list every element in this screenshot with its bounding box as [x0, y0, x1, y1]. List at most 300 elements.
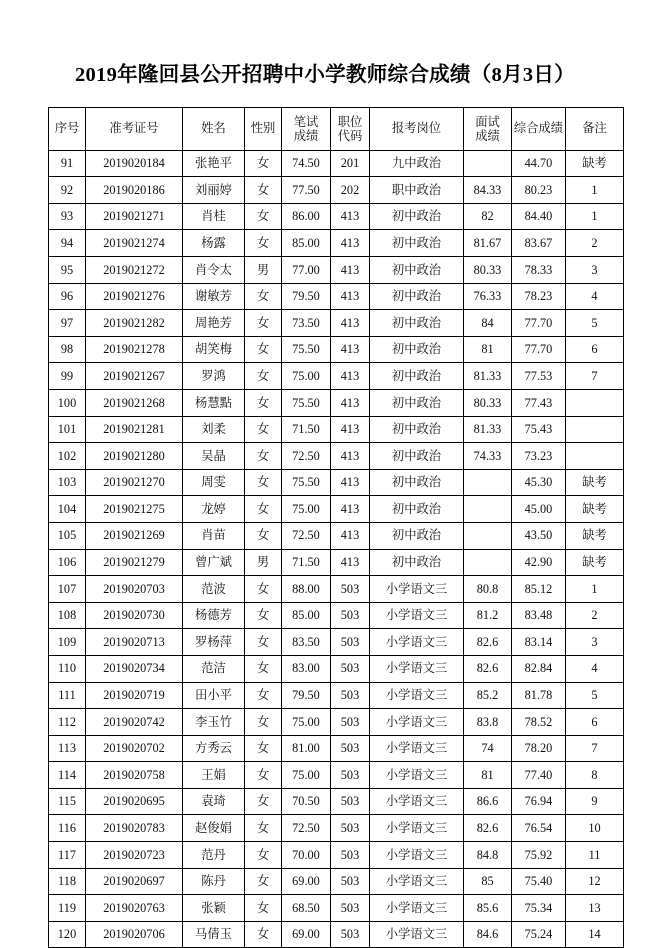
cell-name: 张颖: [183, 895, 245, 922]
cell-post: 初中政治: [370, 416, 464, 443]
cell-post: 小学语文三: [370, 788, 464, 815]
cell-total: 78.23: [512, 283, 566, 310]
cell-seq: 107: [49, 576, 86, 603]
cell-gender: 女: [245, 682, 282, 709]
table-row: [49, 629, 624, 656]
cell-name: 李玉竹: [183, 709, 245, 736]
cell-post: 初中政治: [370, 389, 464, 416]
cell-admit_no: 2019021278: [86, 336, 183, 363]
cell-gender: 女: [245, 709, 282, 736]
cell-interview: 81: [464, 762, 512, 789]
cell-name: 罗杨萍: [183, 629, 245, 656]
cell-admit_no: 2019020723: [86, 842, 183, 869]
cell-remark: 13: [566, 895, 624, 922]
cell-admit_no: 2019020703: [86, 576, 183, 603]
table-row: [49, 735, 624, 762]
cell-name: 周艳芳: [183, 310, 245, 337]
cell-written: 79.50: [282, 682, 331, 709]
column-header-name: 姓名: [183, 107, 245, 150]
cell-remark: 3: [566, 257, 624, 284]
cell-pos_code: 503: [331, 815, 370, 842]
cell-name: 谢敏芳: [183, 283, 245, 310]
cell-total: 75.40: [512, 868, 566, 895]
cell-admit_no: 2019020758: [86, 762, 183, 789]
table-body: [49, 150, 624, 948]
cell-pos_code: 413: [331, 336, 370, 363]
cell-total: 84.40: [512, 203, 566, 230]
cell-name: 肖令太: [183, 257, 245, 284]
cell-written: 73.50: [282, 310, 331, 337]
cell-total: 82.84: [512, 655, 566, 682]
cell-seq: 98: [49, 336, 86, 363]
cell-post: 初中政治: [370, 496, 464, 523]
scores-table-container: [0, 107, 650, 948]
cell-gender: 女: [245, 203, 282, 230]
cell-remark: 缺考: [566, 496, 624, 523]
cell-total: 77.40: [512, 762, 566, 789]
cell-gender: 女: [245, 868, 282, 895]
cell-seq: 100: [49, 389, 86, 416]
cell-post: 初中政治: [370, 203, 464, 230]
table-row: [49, 895, 624, 922]
cell-pos_code: 503: [331, 762, 370, 789]
cell-post: 初中政治: [370, 443, 464, 470]
cell-post: 小学语文三: [370, 762, 464, 789]
cell-total: 78.20: [512, 735, 566, 762]
cell-admit_no: 2019020695: [86, 788, 183, 815]
cell-seq: 117: [49, 842, 86, 869]
cell-admit_no: 2019021269: [86, 522, 183, 549]
column-header-line1: 面试: [475, 114, 500, 129]
cell-remark: 10: [566, 815, 624, 842]
cell-interview: 81: [464, 336, 512, 363]
cell-post: 小学语文三: [370, 868, 464, 895]
cell-interview: 81.2: [464, 602, 512, 629]
cell-written: 83.00: [282, 655, 331, 682]
cell-gender: 女: [245, 336, 282, 363]
column-header-line2: 成绩: [475, 128, 500, 143]
cell-interview: 80.33: [464, 257, 512, 284]
cell-name: 袁琦: [183, 788, 245, 815]
cell-pos_code: 413: [331, 469, 370, 496]
cell-remark: 缺考: [566, 522, 624, 549]
cell-written: 83.50: [282, 629, 331, 656]
cell-written: 79.50: [282, 283, 331, 310]
cell-written: 71.50: [282, 549, 331, 576]
table-row: [49, 177, 624, 204]
cell-gender: 女: [245, 496, 282, 523]
cell-interview: [464, 549, 512, 576]
cell-admit_no: 2019021267: [86, 363, 183, 390]
cell-gender: 女: [245, 895, 282, 922]
cell-interview: 84.6: [464, 921, 512, 948]
cell-written: 71.50: [282, 416, 331, 443]
cell-post: 初中政治: [370, 310, 464, 337]
column-header-seq: 序号: [49, 107, 86, 150]
cell-seq: 116: [49, 815, 86, 842]
cell-written: 75.00: [282, 762, 331, 789]
cell-pos_code: 503: [331, 629, 370, 656]
cell-post: 小学语文三: [370, 815, 464, 842]
cell-total: 78.52: [512, 709, 566, 736]
cell-admit_no: 2019020697: [86, 868, 183, 895]
cell-name: 赵俊娟: [183, 815, 245, 842]
table-header: [49, 107, 624, 150]
cell-admit_no: 2019021270: [86, 469, 183, 496]
table-row: [49, 416, 624, 443]
cell-seq: 95: [49, 257, 86, 284]
cell-written: 85.00: [282, 602, 331, 629]
cell-post: 小学语文三: [370, 682, 464, 709]
table-row: [49, 709, 624, 736]
cell-gender: 女: [245, 655, 282, 682]
cell-post: 初中政治: [370, 230, 464, 257]
cell-gender: 女: [245, 283, 282, 310]
table-row: [49, 150, 624, 177]
cell-name: 周雯: [183, 469, 245, 496]
cell-remark: 缺考: [566, 549, 624, 576]
cell-pos_code: 413: [331, 310, 370, 337]
cell-pos_code: 503: [331, 735, 370, 762]
cell-pos_code: 413: [331, 496, 370, 523]
cell-interview: 82: [464, 203, 512, 230]
cell-admit_no: 2019021279: [86, 549, 183, 576]
cell-post: 小学语文三: [370, 921, 464, 948]
cell-admit_no: 2019021271: [86, 203, 183, 230]
cell-written: 70.50: [282, 788, 331, 815]
cell-gender: 女: [245, 416, 282, 443]
cell-admit_no: 2019020742: [86, 709, 183, 736]
cell-seq: 96: [49, 283, 86, 310]
cell-gender: 女: [245, 762, 282, 789]
table-header-row: [49, 107, 624, 150]
cell-post: 九中政治: [370, 150, 464, 177]
cell-total: 77.43: [512, 389, 566, 416]
cell-name: 范波: [183, 576, 245, 603]
cell-interview: [464, 150, 512, 177]
cell-interview: [464, 496, 512, 523]
cell-pos_code: 503: [331, 895, 370, 922]
cell-seq: 103: [49, 469, 86, 496]
table-row: [49, 389, 624, 416]
table-row: [49, 842, 624, 869]
page-title: 2019年隆回县公开招聘中小学教师综合成绩（8月3日）: [74, 64, 576, 86]
column-header-line1: 职位: [337, 114, 363, 129]
cell-written: 74.50: [282, 150, 331, 177]
cell-remark: 5: [566, 310, 624, 337]
cell-remark: 7: [566, 735, 624, 762]
cell-gender: 女: [245, 788, 282, 815]
table-row: [49, 257, 624, 284]
cell-interview: 85.6: [464, 895, 512, 922]
column-header-line1: 笔试: [293, 114, 319, 129]
cell-remark: 缺考: [566, 150, 624, 177]
column-header-interview: [464, 107, 512, 150]
cell-name: 张艳平: [183, 150, 245, 177]
cell-seq: 99: [49, 363, 86, 390]
cell-gender: 女: [245, 842, 282, 869]
cell-interview: 86.6: [464, 788, 512, 815]
cell-admit_no: 2019020763: [86, 895, 183, 922]
cell-pos_code: 413: [331, 203, 370, 230]
cell-admit_no: 2019020734: [86, 655, 183, 682]
cell-interview: 85: [464, 868, 512, 895]
cell-remark: 3: [566, 629, 624, 656]
cell-total: 45.30: [512, 469, 566, 496]
cell-name: 肖苗: [183, 522, 245, 549]
cell-remark: 12: [566, 868, 624, 895]
cell-remark: 8: [566, 762, 624, 789]
cell-total: 85.12: [512, 576, 566, 603]
cell-remark: 2: [566, 602, 624, 629]
cell-name: 田小平: [183, 682, 245, 709]
cell-seq: 115: [49, 788, 86, 815]
cell-post: 小学语文三: [370, 709, 464, 736]
cell-written: 69.00: [282, 921, 331, 948]
cell-admit_no: 2019021281: [86, 416, 183, 443]
table-row: [49, 336, 624, 363]
cell-remark: 7: [566, 363, 624, 390]
cell-name: 刘柔: [183, 416, 245, 443]
table-row: [49, 815, 624, 842]
cell-interview: 81.33: [464, 363, 512, 390]
cell-post: 小学语文三: [370, 629, 464, 656]
cell-pos_code: 413: [331, 363, 370, 390]
cell-remark: 缺考: [566, 469, 624, 496]
cell-remark: 1: [566, 576, 624, 603]
cell-name: 杨慧點: [183, 389, 245, 416]
cell-post: 初中政治: [370, 283, 464, 310]
cell-pos_code: 503: [331, 842, 370, 869]
cell-gender: 女: [245, 389, 282, 416]
table-row: [49, 230, 624, 257]
cell-written: 75.00: [282, 363, 331, 390]
cell-name: 杨德芳: [183, 602, 245, 629]
cell-gender: 女: [245, 443, 282, 470]
cell-total: 75.34: [512, 895, 566, 922]
cell-total: 76.54: [512, 815, 566, 842]
cell-remark: 5: [566, 682, 624, 709]
cell-name: 方秀云: [183, 735, 245, 762]
cell-pos_code: 503: [331, 709, 370, 736]
column-header-post: 报考岗位: [370, 107, 464, 150]
cell-total: 83.67: [512, 230, 566, 257]
cell-written: 72.50: [282, 443, 331, 470]
cell-written: 75.00: [282, 496, 331, 523]
cell-total: 80.23: [512, 177, 566, 204]
cell-interview: 84.8: [464, 842, 512, 869]
cell-pos_code: 503: [331, 921, 370, 948]
cell-post: 初中政治: [370, 336, 464, 363]
cell-admit_no: 2019020719: [86, 682, 183, 709]
cell-total: 75.92: [512, 842, 566, 869]
cell-remark: [566, 416, 624, 443]
cell-pos_code: 503: [331, 788, 370, 815]
cell-admit_no: 2019021276: [86, 283, 183, 310]
cell-gender: 男: [245, 257, 282, 284]
cell-remark: 1: [566, 203, 624, 230]
cell-pos_code: 413: [331, 389, 370, 416]
cell-seq: 104: [49, 496, 86, 523]
cell-written: 70.00: [282, 842, 331, 869]
column-header-gender: 性别: [245, 107, 282, 150]
cell-gender: 女: [245, 150, 282, 177]
cell-name: 马倩玉: [183, 921, 245, 948]
cell-written: 75.50: [282, 469, 331, 496]
cell-seq: 93: [49, 203, 86, 230]
cell-remark: 1: [566, 177, 624, 204]
cell-seq: 114: [49, 762, 86, 789]
cell-total: 73.23: [512, 443, 566, 470]
cell-interview: [464, 522, 512, 549]
cell-written: 85.00: [282, 230, 331, 257]
cell-gender: 女: [245, 576, 282, 603]
cell-pos_code: 202: [331, 177, 370, 204]
cell-seq: 105: [49, 522, 86, 549]
cell-total: 45.00: [512, 496, 566, 523]
table-row: [49, 522, 624, 549]
table-row: [49, 788, 624, 815]
table-row: [49, 469, 624, 496]
cell-seq: 97: [49, 310, 86, 337]
cell-post: 小学语文三: [370, 602, 464, 629]
cell-interview: 85.2: [464, 682, 512, 709]
cell-seq: 92: [49, 177, 86, 204]
column-header-pos_code: [331, 107, 370, 150]
cell-admit_no: 2019020783: [86, 815, 183, 842]
cell-total: 75.24: [512, 921, 566, 948]
cell-total: 44.70: [512, 150, 566, 177]
cell-total: 77.53: [512, 363, 566, 390]
table-row: [49, 602, 624, 629]
cell-remark: 4: [566, 283, 624, 310]
cell-pos_code: 413: [331, 522, 370, 549]
cell-post: 初中政治: [370, 469, 464, 496]
cell-gender: 女: [245, 629, 282, 656]
cell-pos_code: 503: [331, 602, 370, 629]
column-header-total: 综合成绩: [512, 107, 566, 150]
cell-total: 43.50: [512, 522, 566, 549]
cell-post: 初中政治: [370, 257, 464, 284]
cell-name: 杨露: [183, 230, 245, 257]
cell-written: 69.00: [282, 868, 331, 895]
cell-written: 72.50: [282, 522, 331, 549]
column-header-remark: 备注: [566, 107, 624, 150]
cell-written: 68.50: [282, 895, 331, 922]
cell-total: 42.90: [512, 549, 566, 576]
cell-pos_code: 413: [331, 416, 370, 443]
cell-gender: 女: [245, 310, 282, 337]
cell-name: 胡笑梅: [183, 336, 245, 363]
table-row: [49, 576, 624, 603]
cell-written: 75.50: [282, 336, 331, 363]
cell-interview: 84.33: [464, 177, 512, 204]
cell-post: 小学语文三: [370, 895, 464, 922]
cell-written: 77.00: [282, 257, 331, 284]
cell-interview: 81.33: [464, 416, 512, 443]
cell-remark: 4: [566, 655, 624, 682]
cell-total: 78.33: [512, 257, 566, 284]
cell-interview: 84: [464, 310, 512, 337]
cell-post: 职中政治: [370, 177, 464, 204]
cell-gender: 女: [245, 177, 282, 204]
column-header-line2: 代码: [337, 128, 363, 143]
cell-total: 77.70: [512, 336, 566, 363]
cell-name: 王娟: [183, 762, 245, 789]
cell-remark: 6: [566, 709, 624, 736]
cell-admit_no: 2019021280: [86, 443, 183, 470]
cell-seq: 102: [49, 443, 86, 470]
cell-name: 刘丽婷: [183, 177, 245, 204]
cell-pos_code: 413: [331, 283, 370, 310]
cell-admit_no: 2019021282: [86, 310, 183, 337]
cell-interview: 82.6: [464, 629, 512, 656]
cell-name: 龙婷: [183, 496, 245, 523]
column-header-written: [282, 107, 331, 150]
cell-post: 初中政治: [370, 549, 464, 576]
table-row: [49, 868, 624, 895]
cell-seq: 113: [49, 735, 86, 762]
cell-seq: 106: [49, 549, 86, 576]
column-header-line2: 成绩: [293, 128, 319, 143]
cell-interview: 81.67: [464, 230, 512, 257]
cell-seq: 110: [49, 655, 86, 682]
cell-written: 81.00: [282, 735, 331, 762]
cell-gender: 女: [245, 363, 282, 390]
table-row: [49, 496, 624, 523]
cell-pos_code: 503: [331, 655, 370, 682]
cell-gender: 女: [245, 602, 282, 629]
cell-gender: 女: [245, 469, 282, 496]
cell-name: 陈丹: [183, 868, 245, 895]
cell-pos_code: 413: [331, 443, 370, 470]
cell-interview: 80.33: [464, 389, 512, 416]
cell-remark: [566, 443, 624, 470]
cell-interview: 80.8: [464, 576, 512, 603]
cell-written: 88.00: [282, 576, 331, 603]
cell-seq: 111: [49, 682, 86, 709]
cell-post: 小学语文三: [370, 842, 464, 869]
cell-admit_no: 2019020184: [86, 150, 183, 177]
table-row: [49, 762, 624, 789]
cell-total: 81.78: [512, 682, 566, 709]
cell-pos_code: 503: [331, 868, 370, 895]
cell-admit_no: 2019020186: [86, 177, 183, 204]
cell-seq: 112: [49, 709, 86, 736]
table-row: [49, 921, 624, 948]
cell-admit_no: 2019020730: [86, 602, 183, 629]
cell-pos_code: 413: [331, 230, 370, 257]
cell-interview: 83.8: [464, 709, 512, 736]
cell-interview: 82.6: [464, 815, 512, 842]
cell-gender: 女: [245, 735, 282, 762]
cell-post: 小学语文三: [370, 576, 464, 603]
cell-written: 75.00: [282, 709, 331, 736]
cell-name: 肖桂: [183, 203, 245, 230]
cell-remark: 2: [566, 230, 624, 257]
cell-remark: 11: [566, 842, 624, 869]
cell-seq: 120: [49, 921, 86, 948]
cell-post: 初中政治: [370, 522, 464, 549]
cell-written: 77.50: [282, 177, 331, 204]
cell-gender: 男: [245, 549, 282, 576]
cell-post: 小学语文三: [370, 655, 464, 682]
cell-admit_no: 2019020713: [86, 629, 183, 656]
cell-post: 小学语文三: [370, 735, 464, 762]
cell-remark: [566, 389, 624, 416]
cell-gender: 女: [245, 522, 282, 549]
table-row: [49, 283, 624, 310]
